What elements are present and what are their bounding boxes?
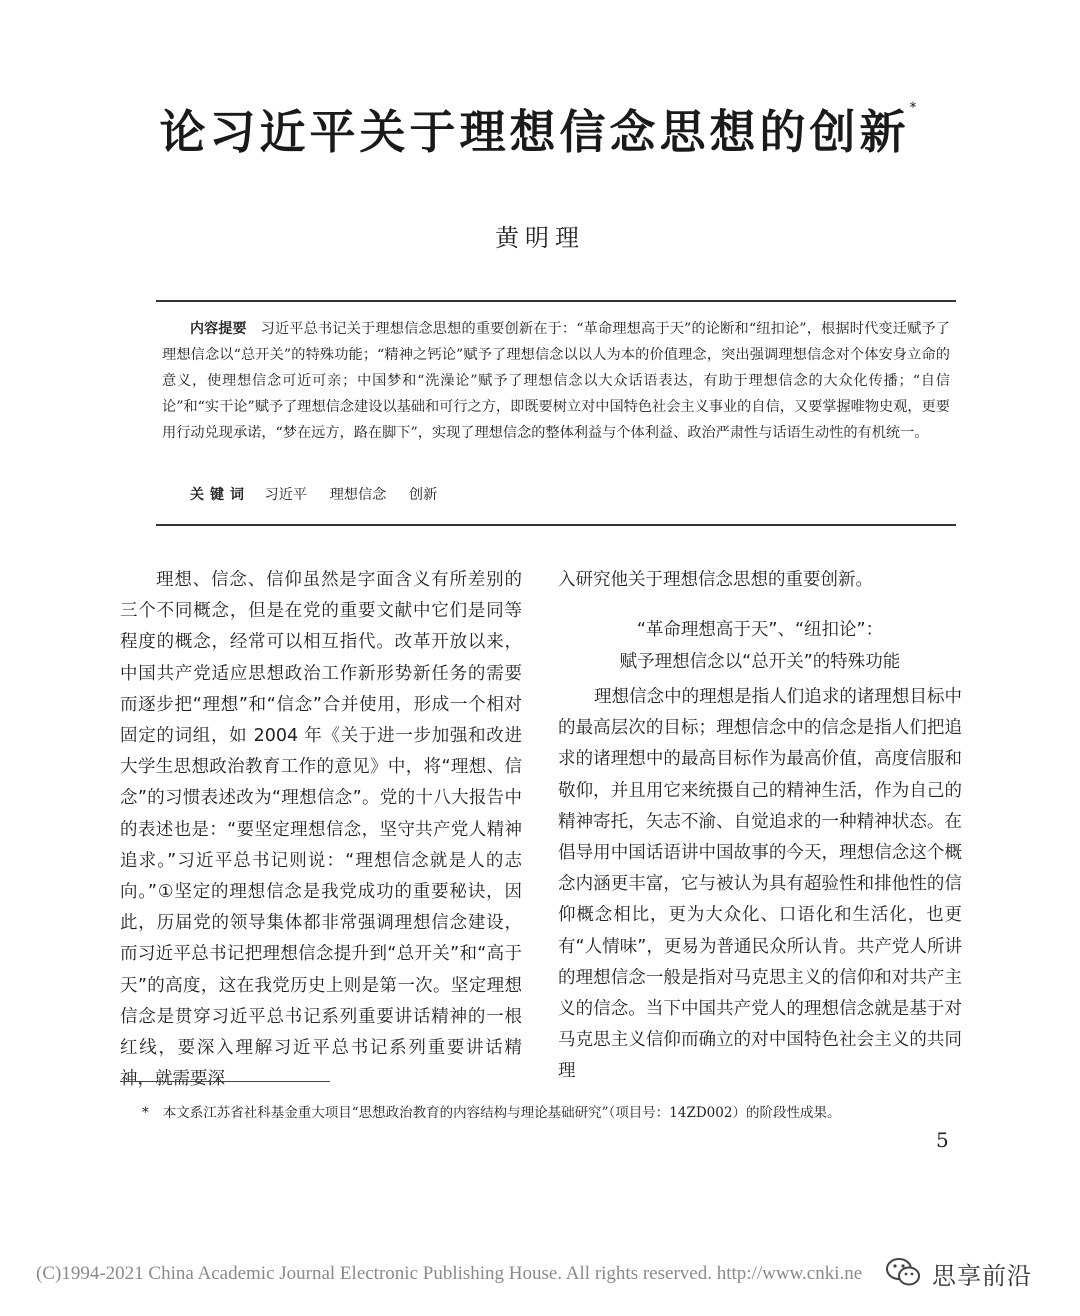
section-heading-line: “革命理想高于天”、“纽扣论”： [636, 620, 884, 640]
author-name: 黄明理 [495, 224, 585, 252]
watermark-text: 思享前沿 [932, 1261, 1032, 1290]
keyword: 理想信念 [329, 487, 387, 503]
body-right-column-continuation: 入研究他关于理想信念思想的重要创新。 [558, 570, 873, 590]
abstract [162, 316, 950, 446]
body-right-column: 理想信念中的理想是指人们追求的诸理想目标中的最高层次的目标；理想信念中的信念是指人们把追求的诸理想中的最高目标作为最高价值，高度信服和敬仰，并且用它来统摄自己的精神生活，作为自己的精神寄托，矢志不渝、自觉追求的一种精神状态。在倡导用中国话语讲中国故事的今天，理想信念这个概念内涵更丰富，它与被认为具有超验性和排他性的信仰概念相比，更为大众化、口语化和生活化，也更有“人情味”，更易为普通民众所认肯。共产党人所讲的理想信念一般是指对马克思主义的信仰和对共产主义的信念。当下中国共产党人的理想信念就是基于对马克思主义信仰而确立的对中国特色社会主义的共同理 [558, 687, 962, 1082]
keywords-label: 关键词 [190, 487, 250, 503]
footnote-divider [120, 1081, 330, 1082]
page-number: 5 [936, 1128, 949, 1152]
footnote [142, 1101, 840, 1121]
abstract-label: 内容提要 [190, 321, 247, 337]
title-text: 论习近平关于理想信念思想的创新 [159, 105, 910, 159]
keywords [190, 484, 455, 504]
footnote-mark: * [142, 1105, 149, 1121]
copyright-notice: (C)1994-2021 China Academic Journal Electronic Publishing House. All rights reserved. http://www.cnki.ne [36, 1263, 863, 1284]
abstract-box [156, 300, 956, 526]
abstract-paragraph [162, 316, 950, 446]
section-heading-line: 赋予理想信念以“总开关”的特殊功能 [619, 652, 901, 672]
title-footnote-mark: * [909, 100, 921, 116]
watermark [884, 1253, 1032, 1293]
wechat-icon [884, 1255, 924, 1291]
keyword: 创新 [408, 487, 438, 503]
body-left-column: 理想、信念、信仰虽然是字面含义有所差别的三个不同概念，但是在党的重要文献中它们是同等程度的概念，经常可以相互指代。改革开放以来，中国共产党适应思想政治工作新形势新任务的需要而逐步把“理想”和“信念”合并使用，形成一个相对固定的词组，如 2004 年《关于进一步加强和改进大学生思想政治教育工作的意见》中，将“理想、信念”的习惯表述改为“理想信念”。党的十八大报告中的表述也是：“要坚定理想信念，坚守共产党人精神追求。”习近平总书记则说：“理想信念就是人的志向。”①坚定的理想信念是我党成功的重要秘诀，因此，历届党的领导集体都非常强调理想信念建设，而习近平总书记把理想信念提升到“总开关”和“高于天”的高度，这在我党历史上则是第一次。坚定理想信念是贯穿习近平总书记系列重要讲话精神的一根红线，要深入理解习近平总书记系列重要讲话精神，就需要深 [120, 570, 522, 1090]
footnote-text: 本文系江苏省社科基金重大项目“思想政治教育的内容结构与理论基础研究”（项目号：14ZD002）的阶段性成果。 [162, 1105, 841, 1121]
keyword: 习近平 [264, 487, 308, 503]
abstract-text: 习近平总书记关于理想信念思想的重要创新在于：“革命理想高于天”的论断和“纽扣论”，根据时代变迁赋予了理想信念以“总开关”的特殊功能；“精神之钙论”赋予了理想信念以以人为本的价值理念，突出强调理想信念对个体安身立命的意义，使理想信念可近可亲；中国梦和“洗澡论”赋予了理想信念以大众话语表达，有助于理想信念的大众化传播；“自信论”和“实干论”赋予了理想信念建设以基础和可行之方，即既要树立对中国特色社会主义事业的自信，又要掌握唯物史观，更要用行动兑现承诺，“梦在远方，路在脚下”，实现了理想信念的整体利益与个体利益、政治严肃性与话语生动性的有机统一。 [162, 321, 950, 441]
section-heading [558, 614, 962, 678]
article-title [0, 96, 1080, 162]
